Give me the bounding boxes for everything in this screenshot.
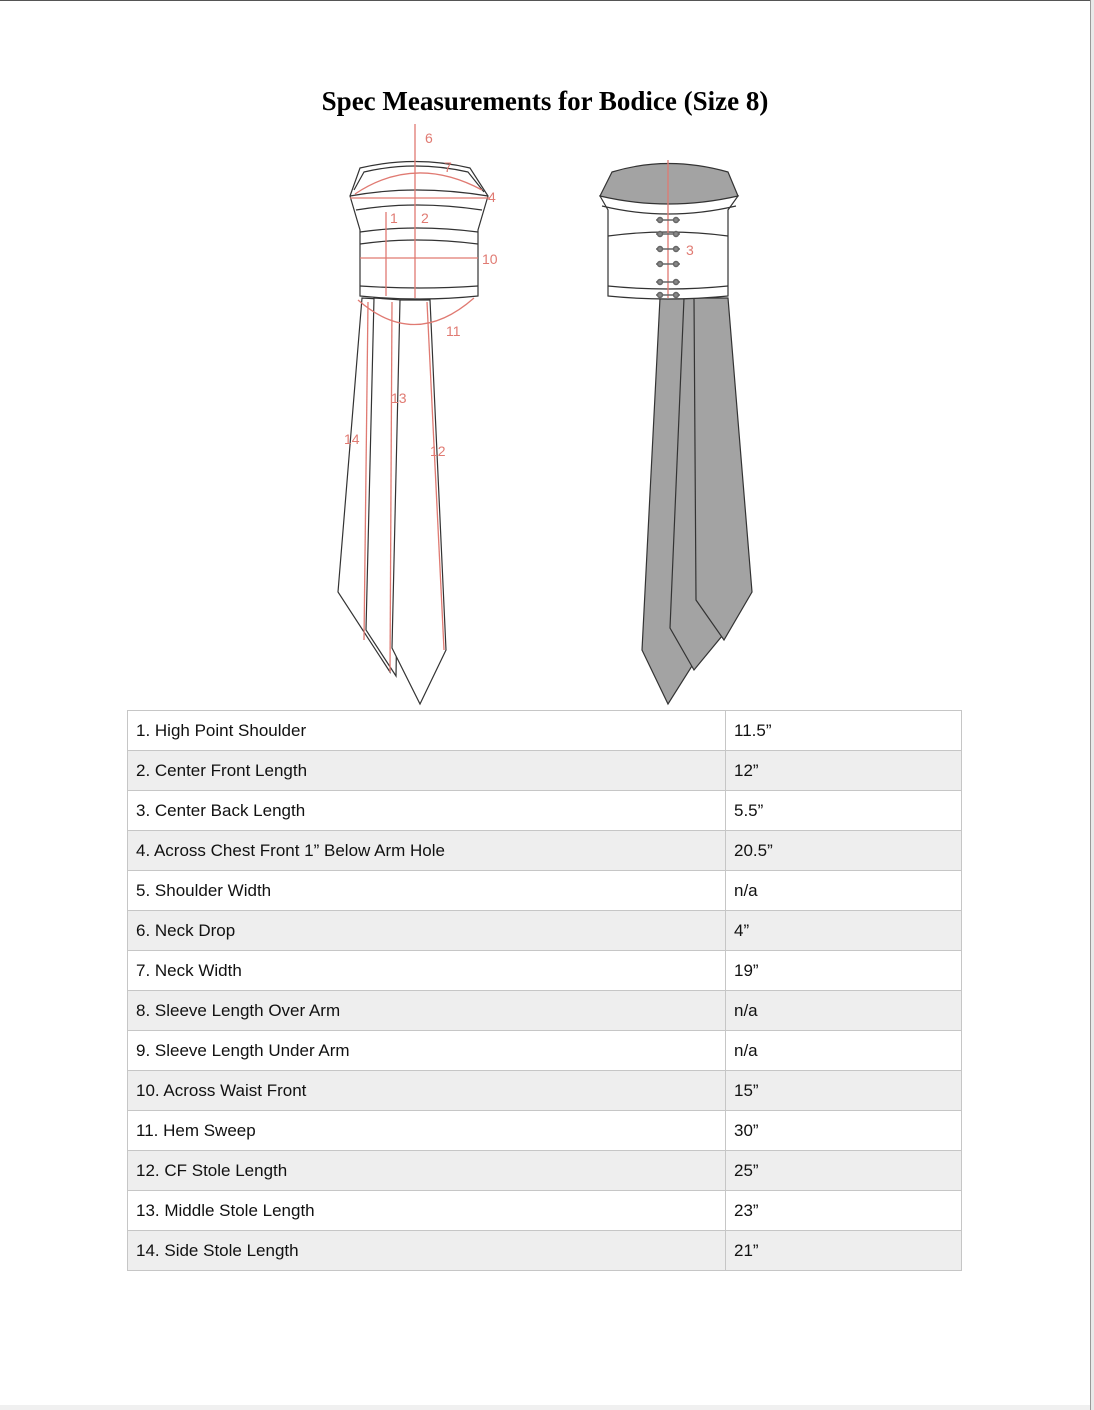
- back-bodice-body: [600, 196, 738, 299]
- bodice-technical-sketch: [300, 120, 800, 710]
- measurement-value: n/a: [726, 1031, 962, 1071]
- page-title: Spec Measurements for Bodice (Size 8): [321, 86, 769, 116]
- measurement-label: 8. Sleeve Length Over Arm: [128, 991, 726, 1031]
- page-right-edge: [1090, 0, 1094, 1410]
- svg-text:2: 2: [421, 210, 429, 226]
- table-row: [128, 1151, 962, 1191]
- measurement-label: 14. Side Stole Length: [128, 1231, 726, 1271]
- table-row: [128, 791, 962, 831]
- table-row: [128, 1231, 962, 1271]
- svg-text:12: 12: [430, 443, 446, 459]
- measurement-value: 25”: [726, 1151, 962, 1191]
- measurement-value: 11.5”: [726, 711, 962, 751]
- measurement-value: 15”: [726, 1071, 962, 1111]
- measurement-label: 13. Middle Stole Length: [128, 1191, 726, 1231]
- measurement-label: 2. Center Front Length: [128, 751, 726, 791]
- page-top-border: [0, 0, 1094, 1]
- measurement-value: 30”: [726, 1111, 962, 1151]
- measurement-value: n/a: [726, 991, 962, 1031]
- table-row: [128, 991, 962, 1031]
- svg-text:4: 4: [488, 189, 496, 205]
- measurement-label: 9. Sleeve Length Under Arm: [128, 1031, 726, 1071]
- table-row: [128, 1071, 962, 1111]
- measurement-value: n/a: [726, 871, 962, 911]
- back-inner-lining: [600, 164, 738, 205]
- measurement-label: 1. High Point Shoulder: [128, 711, 726, 751]
- back-measure-number-3: 3: [686, 242, 694, 258]
- svg-text:13: 13: [391, 390, 407, 406]
- measurement-label: 11. Hem Sweep: [128, 1111, 726, 1151]
- back-stole-3: [694, 298, 752, 640]
- measurement-label: 4. Across Chest Front 1” Below Arm Hole: [128, 831, 726, 871]
- svg-text:7: 7: [444, 159, 452, 175]
- measurement-value: 4”: [726, 911, 962, 951]
- svg-text:10: 10: [482, 251, 498, 267]
- measurement-label: 3. Center Back Length: [128, 791, 726, 831]
- page-bottom-edge: [0, 1405, 1090, 1410]
- measurement-label: 5. Shoulder Width: [128, 871, 726, 911]
- table-row: [128, 831, 962, 871]
- measurement-value: 21”: [726, 1231, 962, 1271]
- svg-text:11: 11: [446, 323, 461, 339]
- table-row: [128, 751, 962, 791]
- measurement-value: 20.5”: [726, 831, 962, 871]
- measurement-value: 5.5”: [726, 791, 962, 831]
- table-row: [128, 1031, 962, 1071]
- svg-text:1: 1: [390, 210, 398, 226]
- bodice-front-view: [338, 162, 488, 705]
- measurement-label: 6. Neck Drop: [128, 911, 726, 951]
- spec-measurements-table: [127, 710, 962, 1271]
- bodice-back-view: [600, 164, 752, 705]
- measurement-label: 7. Neck Width: [128, 951, 726, 991]
- svg-text:14: 14: [344, 431, 360, 447]
- table-row: [128, 711, 962, 751]
- measurement-label: 10. Across Waist Front: [128, 1071, 726, 1111]
- table-row: [128, 911, 962, 951]
- measurement-value: 19”: [726, 951, 962, 991]
- front-stole-cf: [392, 300, 446, 704]
- table-row: [128, 951, 962, 991]
- measurement-value: 12”: [726, 751, 962, 791]
- table-row: [128, 1191, 962, 1231]
- table-row: [128, 1111, 962, 1151]
- table-row: [128, 871, 962, 911]
- svg-text:6: 6: [425, 130, 433, 146]
- measurement-value: 23”: [726, 1191, 962, 1231]
- measurement-label: 12. CF Stole Length: [128, 1151, 726, 1191]
